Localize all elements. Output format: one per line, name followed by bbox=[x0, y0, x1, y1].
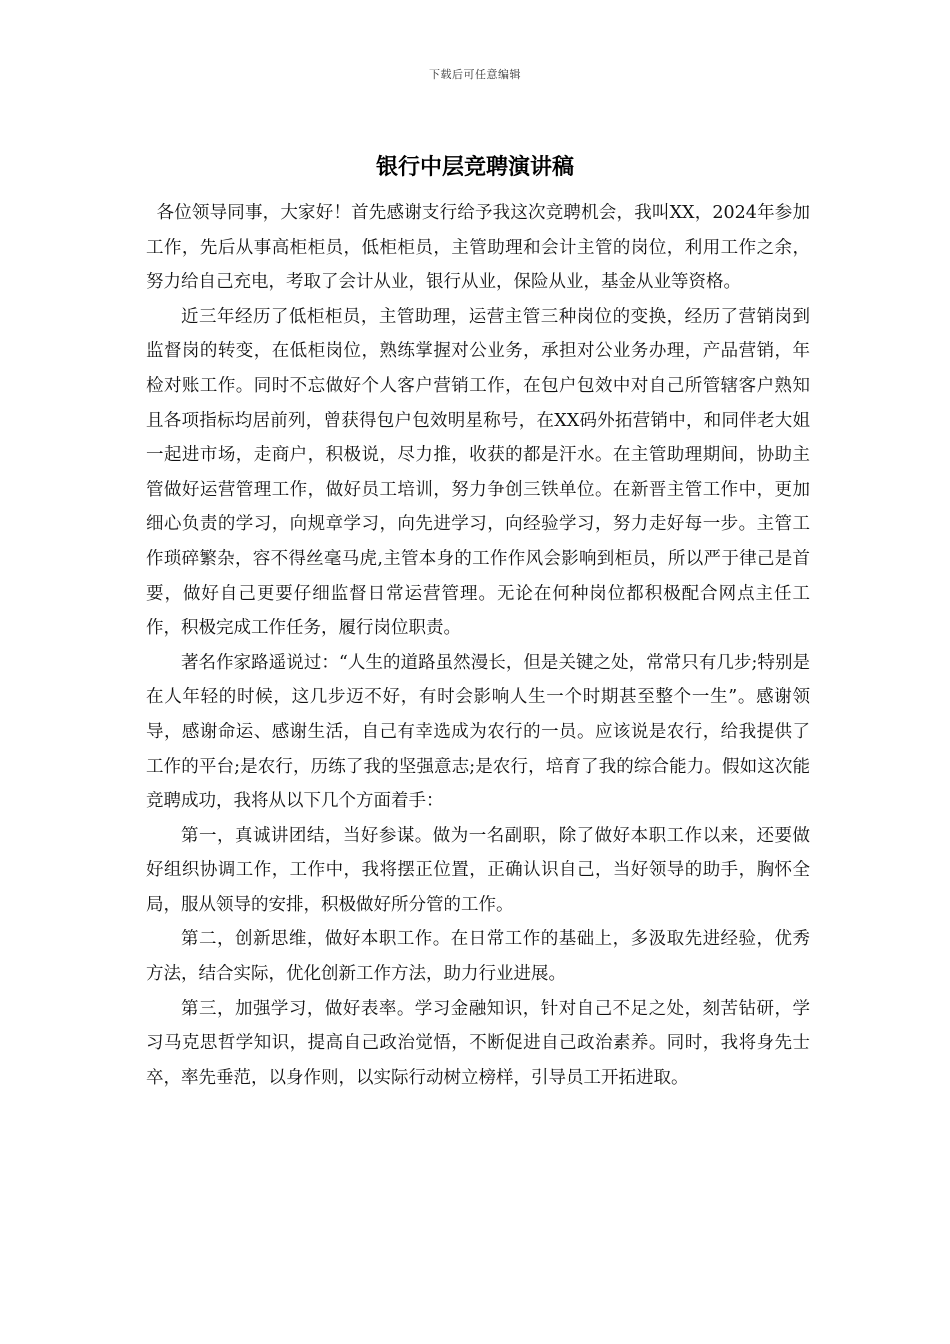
paragraph-point-three: 第三，加强学习，做好表率。学习金融知识，针对自己不足之处，刻苦钻研，学习马克思哲学知识，提高自己政治觉悟，不断促进自己政治素养。同时，我将身先士卒，率先垂范，以身作则，以实际行动树立榜样，引导员工开拓进取。 bbox=[146, 998, 810, 1088]
document-title: 银行中层竞聘演讲稿 bbox=[375, 154, 574, 180]
paragraph-point-two: 第二，创新思维，做好本职工作。在日常工作的基础上，多汲取先进经验，优秀方法，结合实际，优化创新工作方法，助力行业进展。 bbox=[146, 929, 810, 985]
paragraph-point-one: 第一，真诚讲团结，当好参谋。做为一名副职，除了做好本职工作以来，还要做好组织协调工作，工作中，我将摆正位置，正确认识自己，当好领导的助手，胸怀全局，服从领导的安排，积极做好所分管的工作。 bbox=[146, 825, 810, 915]
document-body bbox=[146, 196, 810, 1095]
header-note: 下载后可任意编辑 bbox=[429, 68, 521, 81]
paragraph-greeting: 各位领导同事，大家好！首先感谢支行给予我这次竞聘机会，我叫XX，2024年参加工作，先后从事高柜柜员，低柜柜员，主管助理和会计主管的岗位，利用工作之余，努力给自己充电，考取了会计从业，银行从业，保险从业，基金从业等资格。 bbox=[146, 203, 810, 293]
paragraph-quote: 著名作家路遥说过：“人生的道路虽然漫长，但是关键之处，常常只有几步;特别是在人年轻的时候，这几步迈不好，有时会影响人生一个时期甚至整个一生”。感谢领导，感谢命运、感谢生活，自己有幸选成为农行的一员。应该说是农行，给我提供了工作的平台;是农行，历练了我的坚强意志;是农行，培育了我的综合能力。假如这次能竞聘成功，我将从以下几个方面着手： bbox=[146, 652, 810, 812]
paragraph-experience: 近三年经历了低柜柜员，主管助理，运营主管三种岗位的变换，经历了营销岗到监督岗的转变，在低柜岗位，熟练掌握对公业务，承担对公业务办理，产品营销，年检对账工作。同时不忘做好个人客户营销工作，在包户包效中对自己所管辖客户熟知且各项指标均居前列，曾获得包户包效明星称号，在XX码外拓营销中，和同伴老大姐一起进市场，走商户，积极说，尽力推，收获的都是汗水。在主管助理期间，协助主管做好运营管理工作，做好员工培训，努力争创三铁单位。在新晋主管工作中，更加细心负责的学习，向规章学习，向先进学习，向经验学习，努力走好每一步。主管工作琐碎繁杂，容不得丝毫马虎,主管本身的工作作风会影响到柜员，所以严于律己是首要，做好自己更要仔细监督日常运营管理。无论在何种岗位都积极配合网点主任工作，积极完成工作任务，履行岗位职责。 bbox=[146, 306, 810, 639]
